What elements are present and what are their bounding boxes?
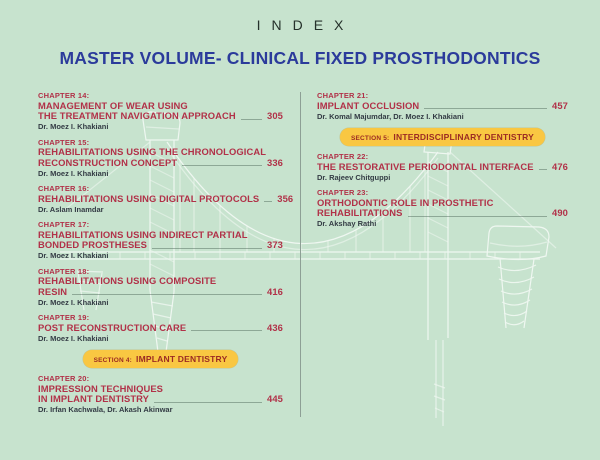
author-names: Dr. Moez I. Khakiani: [38, 168, 109, 178]
section-badge: [83, 350, 239, 368]
chapter-title-line: POST RECONSTRUCTION CARE: [38, 321, 187, 333]
author-names: Dr. Moez I. Khakiani: [38, 333, 109, 343]
page-number: 445: [267, 393, 283, 404]
chapter-number-label: CHAPTER 16:: [38, 184, 90, 193]
chapter-number-label: CHAPTER 23:: [317, 188, 369, 197]
page-number: 305: [267, 110, 283, 121]
chapter-title-line: IMPRESSION TECHNIQUES: [38, 382, 164, 394]
chapter-title-line: REHABILITATIONS USING COMPOSITE: [38, 275, 217, 286]
chapter-title-line: THE RESTORATIVE PERIODONTAL INTERFACE: [317, 160, 534, 172]
section-title-label: IMPLANT DENTISTRY: [136, 354, 228, 364]
dot-leader: [424, 108, 547, 109]
page-number: 416: [267, 285, 283, 297]
chapter-title-row: [38, 323, 283, 334]
section-title-label: INTERDISCIPLINARY DENTISTRY: [393, 132, 535, 142]
chapter-title-line: RESIN: [38, 285, 68, 297]
dot-leader: [408, 216, 548, 217]
chapter-title-row: [317, 101, 568, 112]
author-names: Dr. Akshay Rathi: [317, 219, 377, 228]
author-names: Dr. Irfan Kachwala, Dr. Akash Akinwar: [38, 405, 173, 414]
chapter-title-row: [38, 394, 283, 405]
dot-leader: [152, 248, 262, 249]
column-divider: [300, 92, 301, 417]
chapter-title-line: REHABILITATIONS USING THE CHRONOLOGICAL: [38, 146, 267, 157]
author-names: Dr. Komal Majumdar, Dr. Moez I. Khakiani: [317, 111, 464, 121]
dot-leader: [191, 330, 262, 331]
chapter-title-row: [38, 111, 283, 122]
chapter-number-label: CHAPTER 20:: [38, 374, 90, 383]
author-names: Dr. Rajeev Chitguppi: [317, 172, 391, 182]
author-names: Dr. Moez I. Khakiani: [38, 297, 109, 307]
toc-entry: [38, 184, 294, 214]
page-number: 436: [267, 321, 283, 333]
author-names: Dr. Aslam Inamdar: [38, 204, 104, 214]
chapter-title-line: IMPLANT OCCLUSION: [317, 99, 420, 111]
chapter-title-line: RECONSTRUCTION CONCEPT: [38, 156, 178, 168]
page-title: MASTER VOLUME- CLINICAL FIXED PROSTHODONTICS: [59, 48, 541, 68]
chapter-title-line: REHABILITATIONS USING DIGITAL PROTOCOLS: [38, 192, 260, 204]
section-badge-row: [317, 128, 568, 146]
toc-entry: [38, 221, 283, 261]
dot-leader: [539, 169, 547, 170]
page-number: 373: [267, 239, 283, 250]
chapter-title-row: [38, 158, 283, 169]
chapter-number-label: CHAPTER 21:: [317, 91, 369, 100]
toc-column-right: [317, 92, 568, 422]
chapter-title-line: REHABILITATIONS USING INDIRECT PARTIAL: [38, 228, 248, 240]
chapter-number-label: CHAPTER 15:: [38, 137, 90, 147]
section-number-label: SECTION 5:: [350, 135, 390, 142]
dot-leader: [154, 402, 262, 403]
index-heading: INDEX: [256, 17, 355, 33]
chapter-number-label: CHAPTER 22:: [317, 152, 369, 161]
toc-entry: [38, 314, 283, 343]
chapter-title-line: IN IMPLANT DENTISTRY: [38, 393, 150, 404]
dot-leader: [182, 165, 262, 166]
toc-entry: [38, 139, 283, 179]
chapter-title-line: ORTHODONTIC ROLE IN PROSTHETIC: [317, 196, 494, 208]
chapter-title-line: MANAGEMENT OF WEAR USING: [38, 99, 188, 111]
author-names: Dr. Moez I. Khakiani: [38, 251, 109, 260]
page-number: 490: [552, 207, 568, 218]
page-number: 336: [267, 156, 283, 168]
chapter-title-row: [38, 192, 294, 205]
dot-leader: [264, 201, 272, 202]
toc-entry: [317, 153, 568, 182]
chapter-number-label: CHAPTER 14:: [38, 91, 90, 100]
section-badge: [340, 128, 545, 146]
page-number: 356: [277, 192, 294, 204]
author-names: Dr. Moez I. Khakiani: [38, 122, 109, 131]
section-badge-row: [38, 350, 283, 368]
toc-entry: [38, 268, 283, 308]
toc-column-left: [38, 91, 294, 422]
dot-leader: [241, 119, 262, 120]
chapter-title-row: [317, 162, 568, 173]
chapter-title-line: THE TREATMENT NAVIGATION APPROACH: [38, 110, 236, 121]
toc-entry: [317, 92, 568, 121]
chapter-title-line: BONDED PROSTHESES: [38, 239, 148, 250]
chapter-number-label: CHAPTER 19:: [38, 313, 90, 322]
chapter-number-label: CHAPTER 18:: [38, 266, 90, 276]
chapter-number-label: CHAPTER 17:: [38, 220, 90, 229]
chapter-title-line: REHABILITATIONS: [317, 207, 403, 218]
page-number: 476: [552, 160, 568, 172]
toc-columns: [38, 92, 568, 422]
chapter-title-row: [38, 240, 283, 251]
dot-leader: [72, 294, 262, 295]
page-number: 457: [552, 99, 568, 111]
chapter-title-row: [317, 208, 568, 219]
toc-entry: [38, 375, 283, 415]
toc-entry: [38, 92, 283, 132]
toc-entry: [317, 189, 568, 229]
chapter-title-row: [38, 287, 283, 298]
section-number-label: SECTION 4:: [93, 357, 133, 364]
